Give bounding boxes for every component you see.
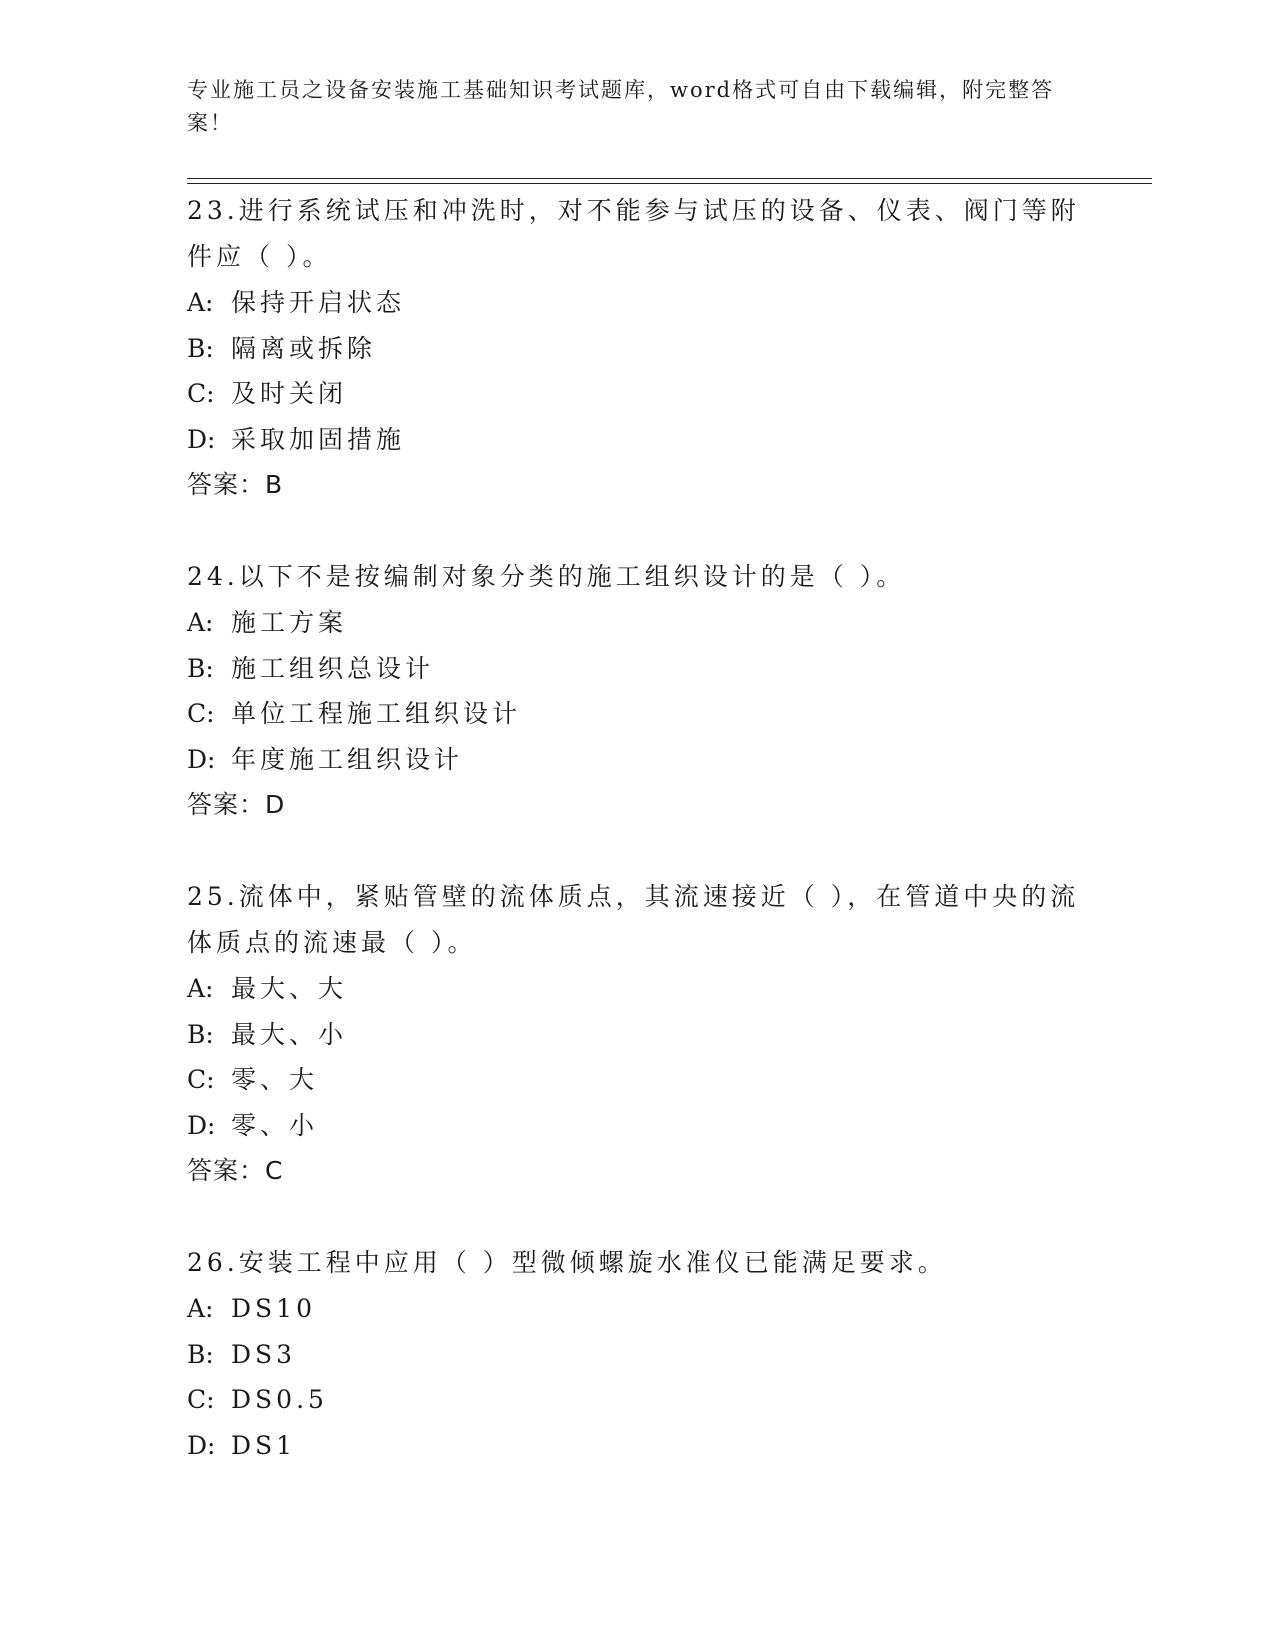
question-stem: 26.安装工程中应用（ ）型微倾螺旋水准仪已能满足要求。 [187,1248,947,1277]
option-letter: D: [187,1110,216,1140]
question-23 [187,188,1087,508]
question-stem: 25.流体中，紧贴管壁的流体质点，其流速接近（ ），在管道中央的流体质点的流速最（ ）。 [187,882,1080,957]
option-c [187,371,1087,417]
option-c [187,1377,1087,1423]
option-text: 隔离或拆除 [231,333,377,363]
option-letter: B: [187,1019,214,1049]
option-letter: C: [187,699,215,728]
option-c [187,1057,1087,1103]
option-b [187,646,1087,692]
header-divider-bottom [187,183,1152,184]
answer-line: 答案：C [187,1156,284,1185]
option-text: DS1 [231,1430,297,1460]
option-a [187,1286,1087,1332]
option-b [187,1012,1087,1058]
question-stem: 23.进行系统试压和冲洗时，对不能参与试压的设备、仪表、阀门等附件应（ ）。 [187,196,1080,271]
option-text: 及时关闭 [231,379,348,408]
question-25 [187,874,1087,1194]
option-text: DS0.5 [231,1385,328,1414]
option-letter: A: [187,608,214,637]
option-letter: B: [187,1339,214,1369]
option-letter: D: [187,1430,216,1460]
option-text: 施工组织总设计 [231,653,435,683]
option-text: 最大、大 [231,974,348,1003]
option-text: 年度施工组织设计 [231,744,464,774]
option-letter: A: [187,1294,214,1323]
option-text: 保持开启状态 [231,288,406,317]
option-c [187,691,1087,737]
question-26 [187,1240,1087,1468]
option-letter: A: [187,288,214,317]
question-24 [187,554,1087,828]
option-text: 单位工程施工组织设计 [231,699,522,728]
option-b [187,1332,1087,1378]
answer-line: 答案：B [187,470,284,499]
option-d [187,417,1087,463]
option-a [187,280,1087,326]
document-header: 专业施工员之设备安装施工基础知识考试题库，word格式可自由下载编辑，附完整答案！ [187,78,1055,135]
option-letter: D: [187,744,216,774]
option-letter: B: [187,333,214,363]
option-b [187,326,1087,372]
option-text: 零、大 [231,1065,319,1094]
option-letter: D: [187,424,216,454]
answer-line: 答案：D [187,790,286,819]
header-divider-top [187,178,1152,179]
option-text: 施工方案 [231,608,348,637]
option-d [187,1103,1087,1149]
option-d [187,1423,1087,1469]
option-text: 零、小 [231,1110,319,1140]
question-list [187,188,1087,1514]
option-text: 采取加固措施 [231,424,406,454]
option-letter: A: [187,974,214,1003]
option-letter: C: [187,1065,215,1094]
option-d [187,737,1087,783]
option-a [187,600,1087,646]
option-letter: C: [187,1385,215,1414]
option-text: 最大、小 [231,1019,348,1049]
option-text: DS3 [231,1339,297,1369]
question-stem: 24.以下不是按编制对象分类的施工组织设计的是（ ）。 [187,562,906,591]
option-letter: C: [187,379,215,408]
option-letter: B: [187,653,214,683]
option-a [187,966,1087,1012]
option-text: DS10 [231,1294,316,1323]
